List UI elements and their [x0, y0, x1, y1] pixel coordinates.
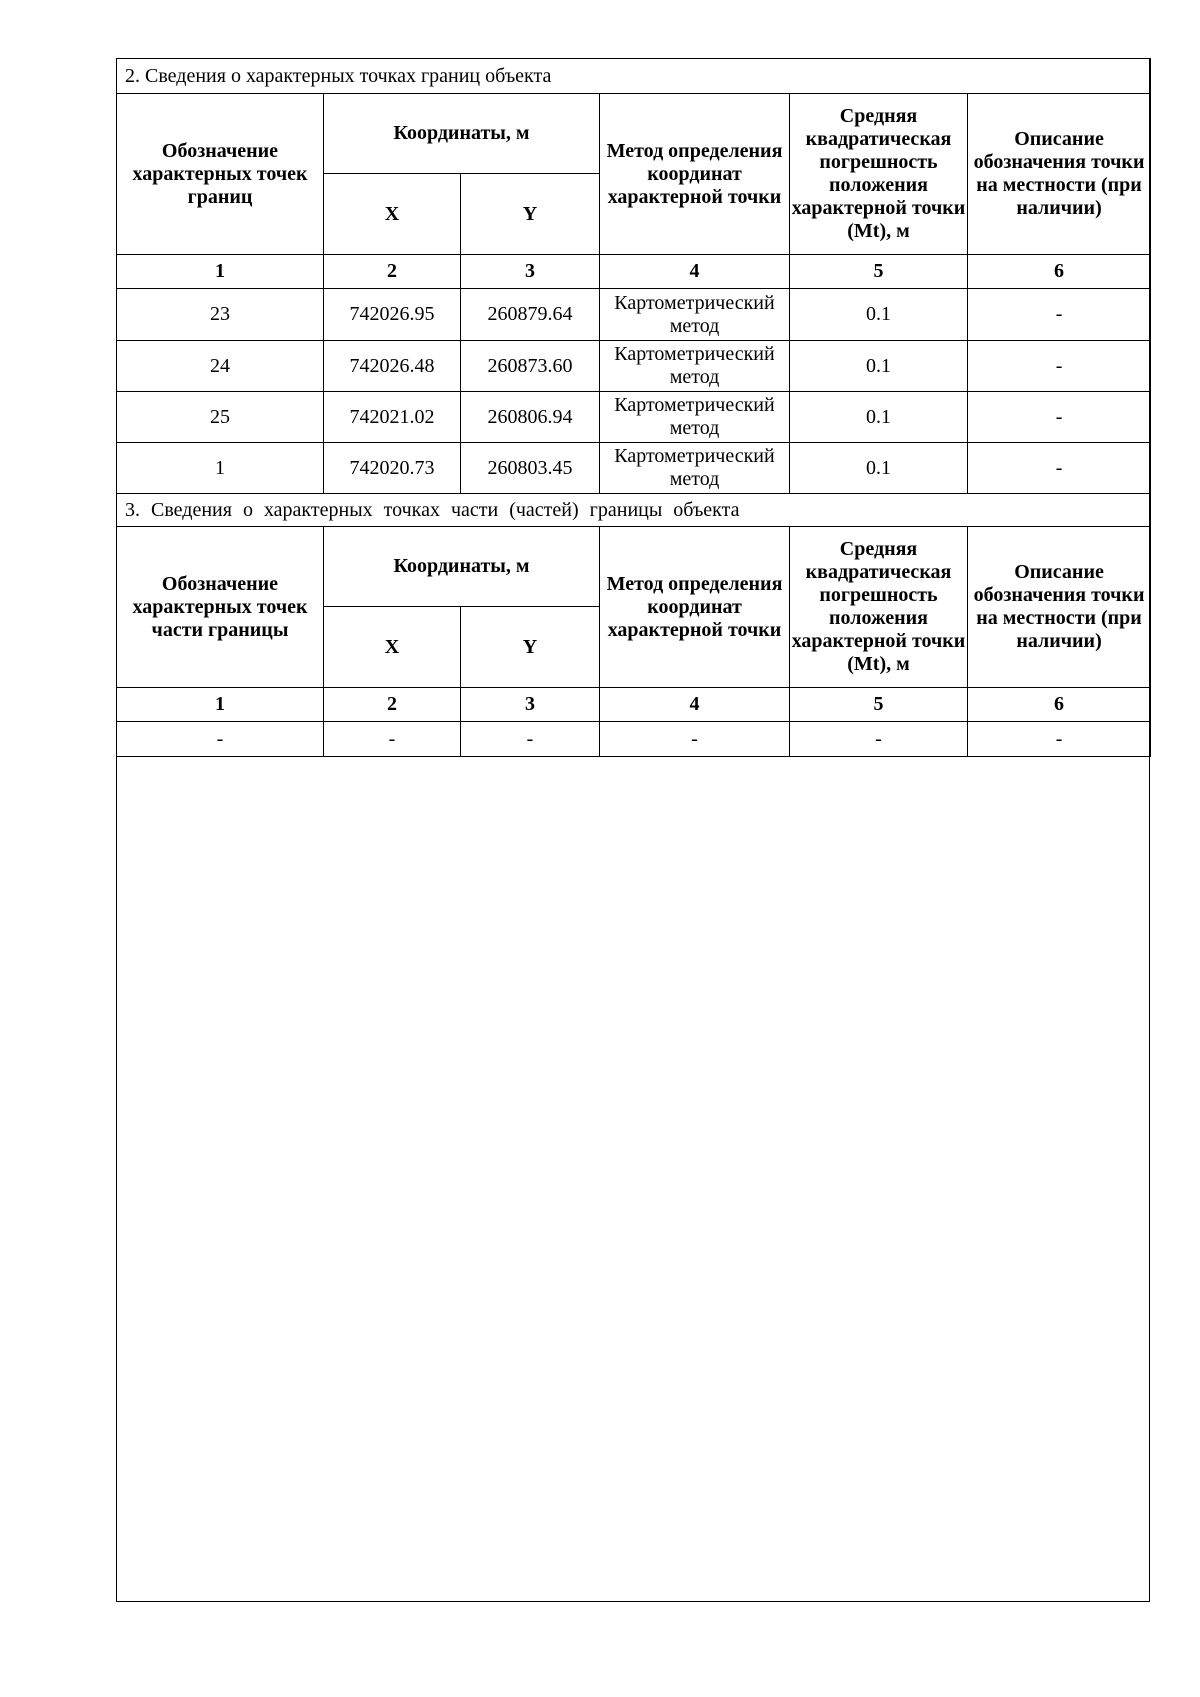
section2-colnum-3: 3 — [461, 255, 600, 289]
mt-cell: - — [790, 722, 968, 757]
description-cell: - — [968, 289, 1151, 341]
section2-header-method: Метод определения координат характерной точки — [600, 94, 790, 255]
point-cell: 25 — [117, 392, 324, 443]
mt-cell: 0.1 — [790, 443, 968, 494]
section2-colnum-1: 1 — [117, 255, 324, 289]
section2-title: 2. Сведения о характерных точках границ объекта — [117, 59, 1151, 94]
description-cell: - — [968, 722, 1151, 757]
y-cell: - — [461, 722, 600, 757]
mt-cell: 0.1 — [790, 289, 968, 341]
section3-header-method: Метод определения координат характерной точки — [600, 527, 790, 688]
section3-header-point-designation: Обозначение характерных точек части границы — [117, 527, 324, 688]
section3-title: 3. Сведения о характерных точках части (частей) границы объекта — [117, 494, 1151, 527]
x-cell: 742026.95 — [324, 289, 461, 341]
section3-header-coordinates: Координаты, м — [324, 527, 600, 607]
section3-colnum-4: 4 — [600, 688, 790, 722]
section3-colnum-6: 6 — [968, 688, 1151, 722]
boundary-points-table — [116, 58, 1151, 757]
section2-colnum-6: 6 — [968, 255, 1151, 289]
method-cell: Картометрический метод — [600, 443, 790, 494]
description-cell: - — [968, 341, 1151, 392]
description-cell: - — [968, 443, 1151, 494]
x-cell: - — [324, 722, 461, 757]
table-row — [117, 341, 1151, 392]
section2-colnum-2: 2 — [324, 255, 461, 289]
section2-header-description: Описание обозначения точки на местности (при наличии) — [968, 94, 1151, 255]
point-cell: 23 — [117, 289, 324, 341]
section3-header-description: Описание обозначения точки на местности (при наличии) — [968, 527, 1151, 688]
section3-colnum-2: 2 — [324, 688, 461, 722]
point-cell: - — [117, 722, 324, 757]
section2-header-x: X — [324, 174, 461, 255]
section3-header-error: Средняя квадратическая погрешность положения характерной точки (Mt), м — [790, 527, 968, 688]
x-cell: 742021.02 — [324, 392, 461, 443]
x-cell: 742020.73 — [324, 443, 461, 494]
method-cell: Картометрический метод — [600, 289, 790, 341]
method-cell: Картометрический метод — [600, 341, 790, 392]
table-row — [117, 443, 1151, 494]
section2-header-error: Средняя квадратическая погрешность положения характерной точки (Mt), м — [790, 94, 968, 255]
section3-colnum-5: 5 — [790, 688, 968, 722]
section3-header-x: X — [324, 607, 461, 688]
description-cell: - — [968, 392, 1151, 443]
method-cell: - — [600, 722, 790, 757]
mt-cell: 0.1 — [790, 341, 968, 392]
section3-header-y: Y — [461, 607, 600, 688]
point-cell: 1 — [117, 443, 324, 494]
y-cell: 260879.64 — [461, 289, 600, 341]
section3-colnum-3: 3 — [461, 688, 600, 722]
section3-colnum-1: 1 — [117, 688, 324, 722]
mt-cell: 0.1 — [790, 392, 968, 443]
table-row — [117, 289, 1151, 341]
x-cell: 742026.48 — [324, 341, 461, 392]
y-cell: 260803.45 — [461, 443, 600, 494]
section2-colnum-4: 4 — [600, 255, 790, 289]
y-cell: 260806.94 — [461, 392, 600, 443]
table-row — [117, 392, 1151, 443]
section2-header-y: Y — [461, 174, 600, 255]
method-cell: Картометрический метод — [600, 392, 790, 443]
point-cell: 24 — [117, 341, 324, 392]
y-cell: 260873.60 — [461, 341, 600, 392]
table-row — [117, 722, 1151, 757]
section2-header-coordinates: Координаты, м — [324, 94, 600, 174]
section2-colnum-5: 5 — [790, 255, 968, 289]
section2-header-point-designation: Обозначение характерных точек границ — [117, 94, 324, 255]
